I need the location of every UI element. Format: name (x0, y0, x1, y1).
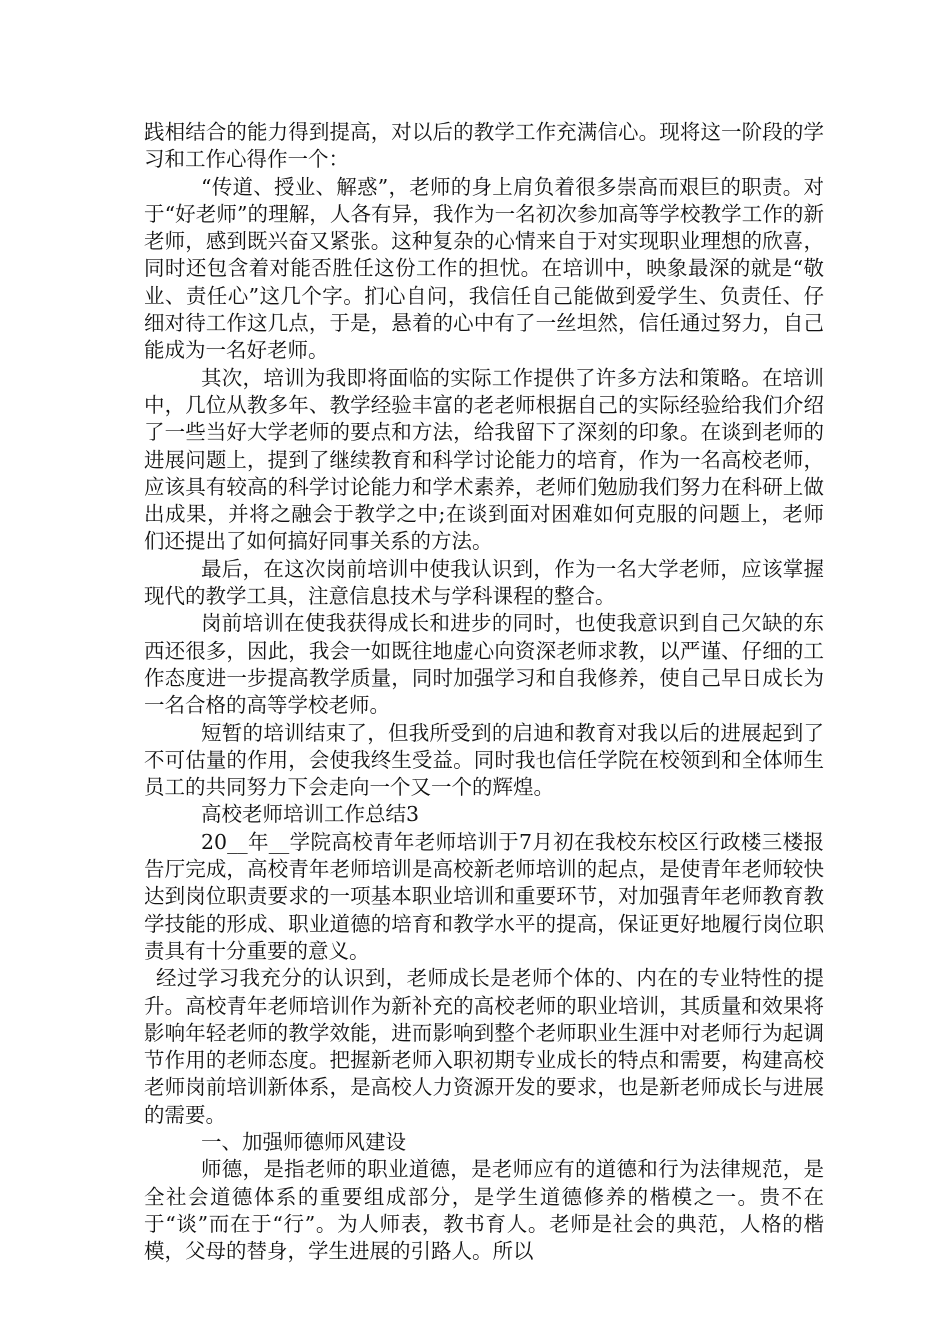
paragraph-5: 短暂的培训结束了，但我所受到的启迪和教育对我以后的进展起到了不可估量的作用，会使我终生受益。同时我也信任学院在校领到和全体师生员工的共同努力下会走向一个又一个的辉煌。 (144, 720, 824, 800)
paragraph-0: 践相结合的能力得到提高，对以后的教学工作充满信心。现将这一阶段的学习和工作心得作一个： (144, 120, 824, 172)
paragraph-4: 岗前培训在使我获得成长和进步的同时，也使我意识到自己欠缺的东西还很多，因此，我会一如既往地虚心向资深老师求教，以严谨、仔细的工作态度进一步提高教学质量，同时加强学习和自我修养，使自己早日成长为一名合格的高等学校老师。 (144, 611, 824, 718)
section-heading-summary-3: 高校老师培训工作总结3 (201, 802, 420, 827)
paragraph-10: 师德，是指老师的职业道德，是老师应有的道德和行为法律规范，是全社会道德体系的重要组成部分，是学生道德修养的楷模之一。贵不在于“谈”而在于“行”。为人师表，教书育人。老师是社会的典范，人格的楷模，父母的替身，学生进展的引路人。所以 (144, 1157, 824, 1264)
paragraph-8: 经过学习我充分的认识到，老师成长是老师个体的、内在的专业特性的提升。高校青年老师培训作为新补充的高校老师的职业培训，其质量和效果将影响年轻老师的教学效能，进而影响到整个老师职业生涯中对老师行为起调节作用的老师态度。把握新老师入职初期专业成长的特点和需要，构建高校老师岗前培训新体系，是高校人力资源开发的要求，也是新老师成长与进展的需要。 (144, 966, 824, 1127)
section-heading-ethics: 一、加强师德师风建设 (201, 1129, 406, 1154)
paragraph-2: 其次，培训为我即将面临的实际工作提供了许多方法和策略。在培训中，几位从教多年、教学经验丰富的老老师根据自己的实际经验给我们介绍了一些当好大学老师的要点和方法，给我留下了深刻的印象。在谈到老师的进展问题上，提到了继续教育和科学讨论能力的培育，作为一名高校老师，应该具有较高的科学讨论能力和学术素养，老师们勉励我们努力在科研上做出成果，并将之融会于教学之中;在谈到面对困难如何克服的问题上，老师们还提出了如何搞好同事关系的方法。 (144, 365, 824, 554)
document-page (144, 119, 824, 1265)
paragraph-3: 最后，在这次岗前培训中使我认识到，作为一名大学老师，应该掌握现代的教学工具，注意信息技术与学科课程的整合。 (144, 556, 824, 609)
paragraph-7: 20__年__学院高校青年老师培训于7月初在我校东校区行政楼三楼报告厅完成，高校青年老师培训是高校新老师培训的起点，是使青年老师较快达到岗位职责要求的一项基本职业培训和重要环节，对加强青年老师教育教学技能的形成、职业道德的培育和教学水平的提高，保证更好地履行岗位职责具有十分重要的意义。 (144, 829, 824, 963)
paragraph-1: “传道、授业、解惑”，老师的身上肩负着很多崇高而艰巨的职责。对于“好老师”的理解，人各有异，我作为一名初次参加高等学校教学工作的新老师，感到既兴奋又紧张。这种复杂的心情来自于对实现职业理想的欣喜，同时还包含着对能否胜任这份工作的担忧。在培训中，映象最深的就是“敬业、责任心”这几个字。扪心自问，我信任自己能做到爱学生、负责任、仔细对待工作这几点，于是，悬着的心中有了一丝坦然，信任通过努力，自己能成为一名好老师。 (144, 174, 824, 363)
